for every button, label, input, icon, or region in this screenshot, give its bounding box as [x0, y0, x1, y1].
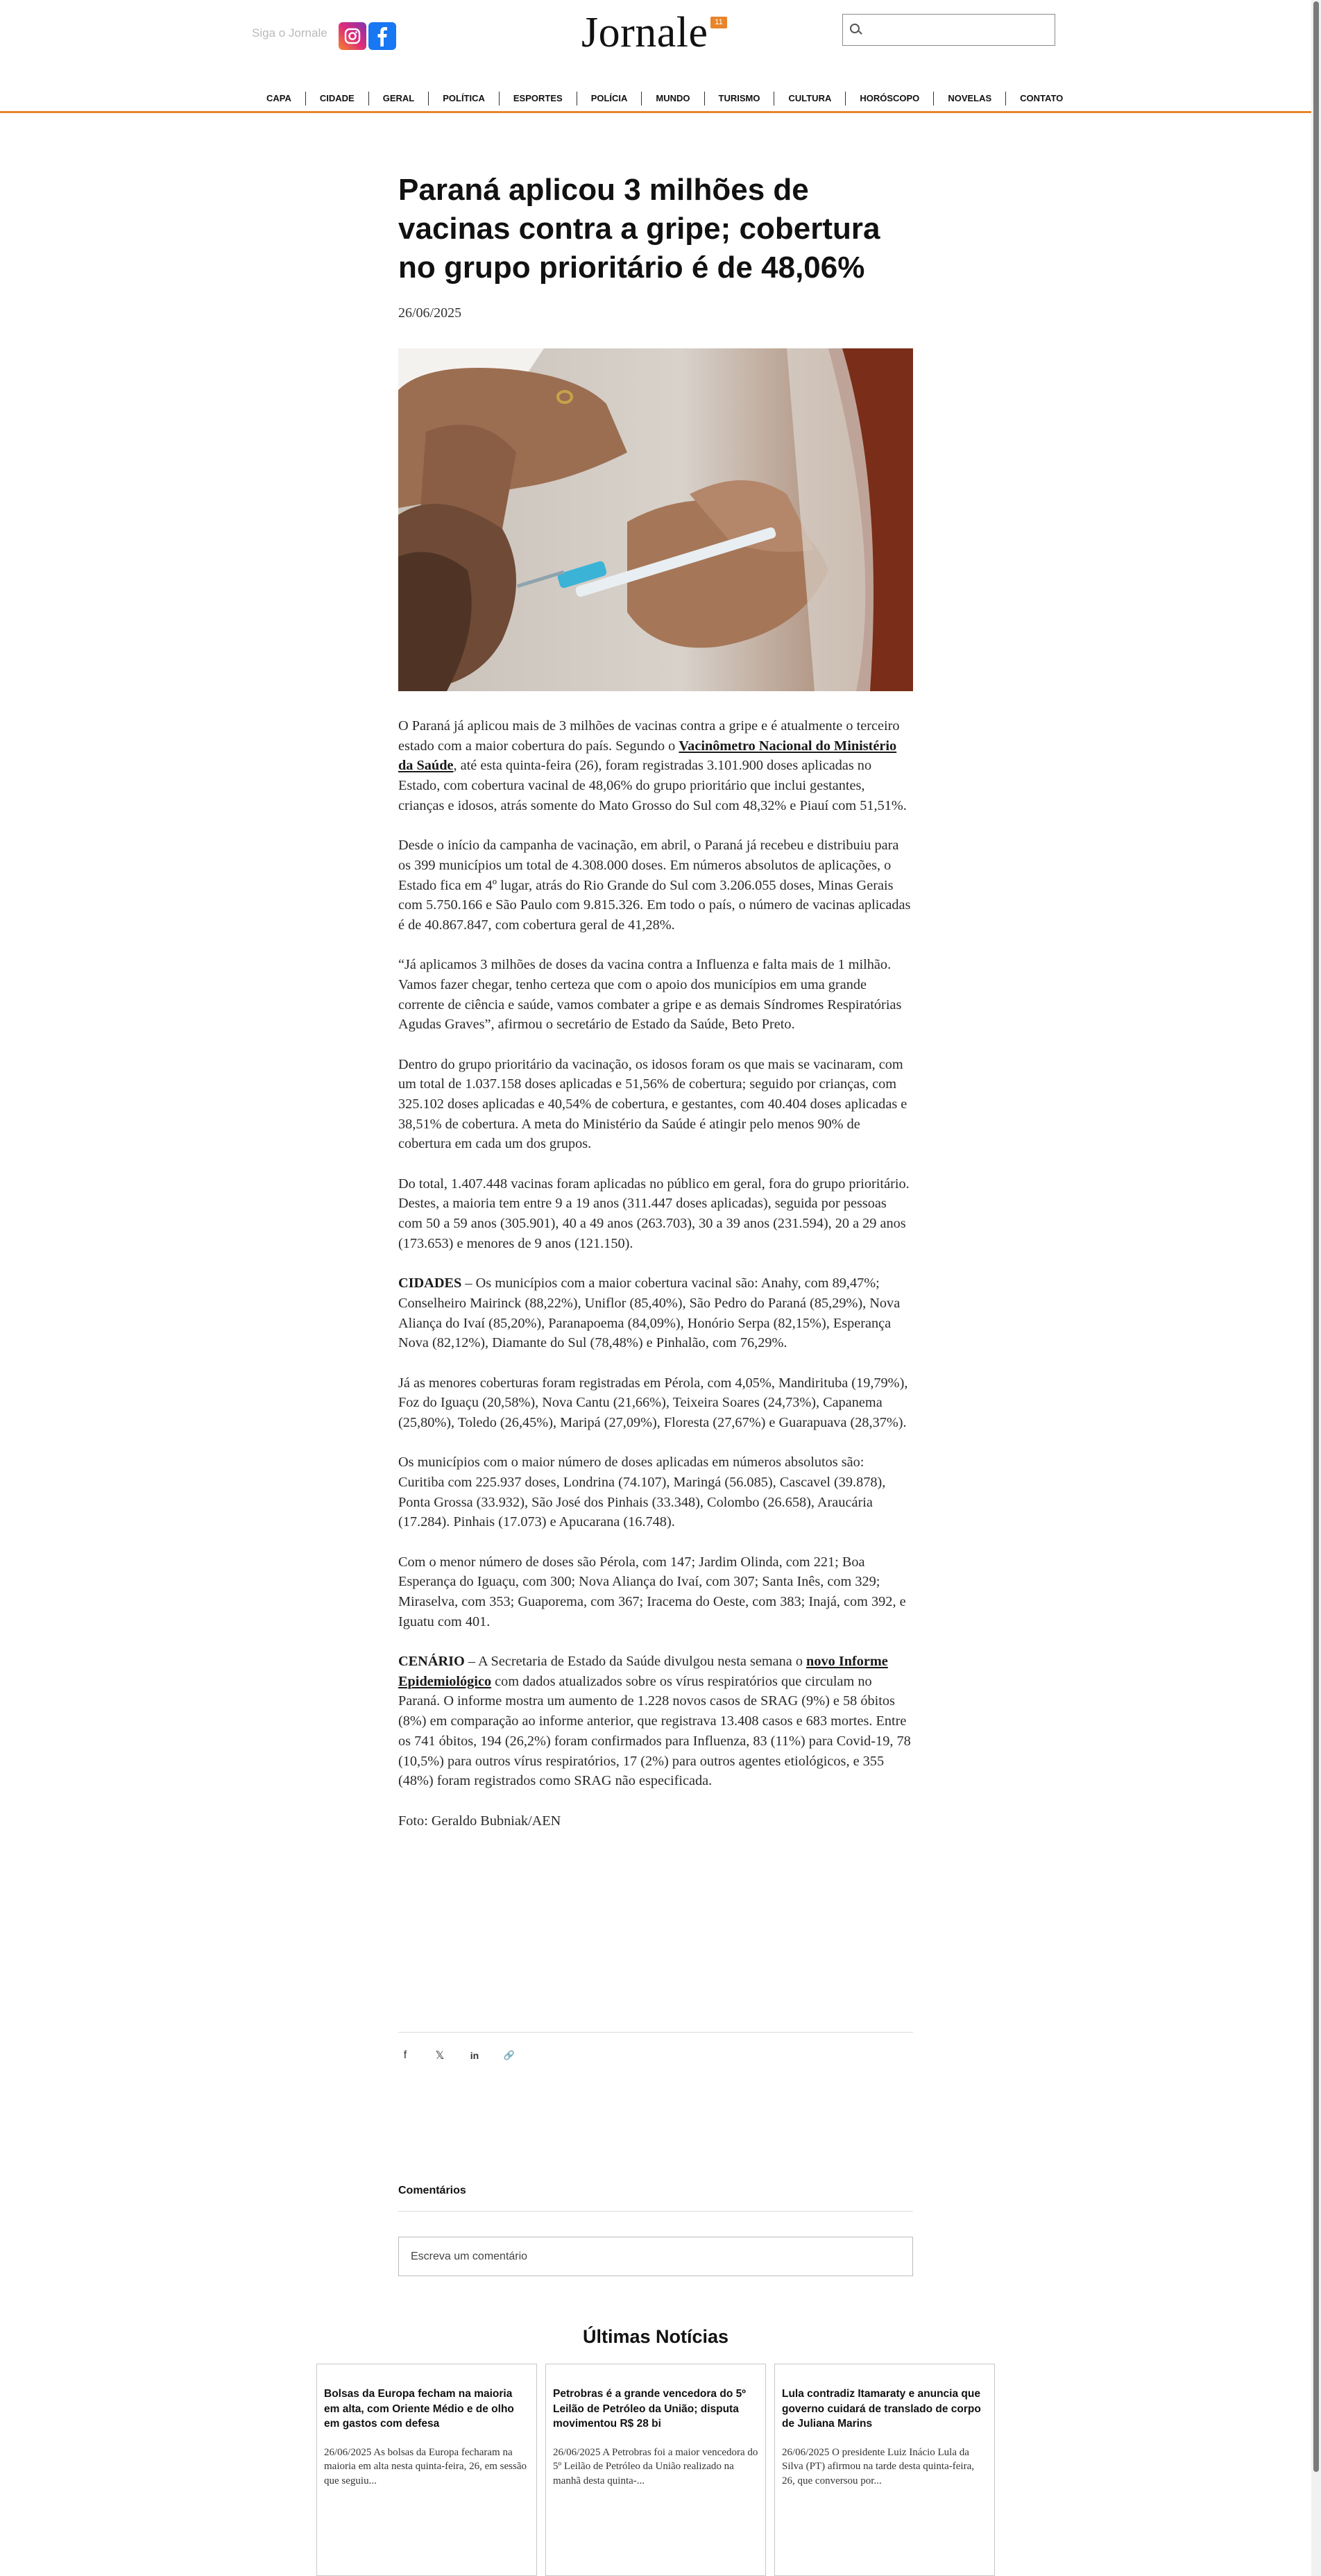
search-icon — [850, 24, 860, 33]
informe-epidemiologico-link[interactable]: novo Informe Epidemiológico — [398, 1654, 888, 1689]
article-date: 26/06/2025 — [398, 305, 462, 321]
facebook-share-icon[interactable]: f — [403, 2049, 407, 2061]
photo-credit: Foto: Geraldo Bubniak/AEN — [398, 1813, 561, 1829]
nav-item-novelas[interactable]: NOVELAS — [933, 92, 1005, 105]
text: O Paraná já aplicou mais de 3 milhões de vacinas contra a gripe e é atualmente o terceiro estado com a maior cobertura do país. Segundo o — [398, 718, 900, 754]
paragraph — [398, 1273, 913, 1353]
comments-title: Comentários — [398, 2185, 466, 2196]
latest-news-title: Últimas Notícias — [582, 2326, 729, 2347]
nav-item-cultura[interactable]: CULTURA — [774, 92, 845, 105]
news-card-excerpt: 26/06/2025 As bolsas da Europa fecharam na maioria em alta nesta quinta-feira, 26, em sessão que seguiu... — [324, 2446, 527, 2486]
paragraph — [398, 716, 913, 816]
section-label-cenario: CENÁRIO — [398, 1654, 465, 1670]
paragraph: Os municípios com o maior número de doses aplicadas em números absolutos são: Curitiba com 225.937 doses, Londrina (74.107), Maringá (56.085), Cascavel (39.878), Ponta Grossa (33.932), São José dos Pinhais (33.348), Colombo (26.658), Araucária (17.284). Pinhais (17.073) e Apucarana (16.748). — [398, 1455, 886, 1530]
divider — [398, 2032, 913, 2033]
paragraph: Desde o início da campanha de vacinação, em abril, o Paraná já recebeu e distribuiu para os 399 municípios um total de 4.308.000 doses. Em números absolutos de aplicações, o Estado fica em 4º lugar, atrás do Rio Grande do Sul com 3.206.055 doses, Minas Gerais com 5.750.166 e São Paulo com 9.815.326. Em todo o país, o número de vacinas aplicadas é de 40.867.847, com cobertura geral de 41,28%. — [398, 838, 911, 933]
news-card[interactable] — [545, 2364, 766, 2576]
logo-text: Jornale — [581, 9, 708, 56]
news-card-title[interactable]: Lula contradiz Itamaraty e anuncia que governo cuidará de translado de corpo de Juliana Marins — [782, 2388, 981, 2430]
comment-input[interactable]: Escreva um comentário — [398, 2237, 913, 2276]
paragraph: Dentro do grupo prioritário da vacinação, os idosos foram os que mais se vacinaram, com um total de 1.037.158 doses aplicadas e 51,56% de cobertura; seguido por crianças, com 325.102 doses aplicadas e 40,54% de cobertura, e gestantes, com 40.404 doses aplicadas e 38,51% de cobertura. A meta do Ministério da Saúde é atingir pelo menos 90% de cobertura em cada um dos grupos. — [398, 1056, 907, 1152]
nav-item-policia[interactable]: POLÍCIA — [577, 92, 642, 105]
news-card[interactable] — [774, 2364, 995, 2576]
text: com dados atualizados sobre os vírus respiratórios que circulam no Paraná. O informe mostra um aumento de 1.228 novos casos de SRAG (9%) e 58 óbitos (8%) em comparação ao informe anterior, que registrava 13.408 casos e 683 mortes. Entre os 741 óbitos, 194 (26,2%) foram confirmados para Influenza, 83 (11%) para Covid-19, 78 (10,5%) para outros vírus respiratórios, 17 (2%) para outros agentes etiológicos, e 355 (48%) foram registrados como SRAG não especificada. — [398, 1673, 911, 1789]
text: – A Secretaria de Estado da Saúde divulgou nesta semana o — [464, 1654, 807, 1670]
x-share-icon[interactable]: 𝕏 — [435, 2050, 445, 2062]
facebook-icon[interactable] — [368, 22, 396, 50]
search-input[interactable] — [842, 14, 1055, 46]
nav-item-geral[interactable]: GERAL — [368, 92, 429, 105]
nav-item-turismo[interactable]: TURISMO — [704, 92, 774, 105]
follow-label: Siga o Jornale — [252, 26, 327, 40]
news-card-title[interactable]: Petrobras é a grande vencedora do 5º Leilão de Petróleo da União; disputa movimentou R$ 28 bi — [553, 2388, 746, 2430]
main-nav — [253, 92, 1077, 105]
nav-item-esportes[interactable]: ESPORTES — [499, 92, 577, 105]
divider — [398, 2211, 913, 2212]
article-title: Paraná aplicou 3 milhões de vacinas contra a gripe; cobertura no grupo prioritário é de 48,06% — [398, 173, 880, 285]
news-card-title[interactable]: Bolsas da Europa fecham na maioria em alta, com Oriente Médio e de olho em gastos com defesa — [324, 2388, 514, 2430]
nav-item-horoscopo[interactable]: HORÓSCOPO — [845, 92, 933, 105]
scrollbar-thumb[interactable] — [1313, 1, 1319, 2472]
paragraph: Do total, 1.407.448 vacinas foram aplicadas no público em geral, fora do grupo prioritário. Destes, a maioria tem entre 9 a 19 anos (311.447 doses aplicadas), seguida por pessoas com 50 a 59 anos (305.901), 40 a 49 anos (263.703), 30 a 39 anos (231.594), 20 a 29 anos (173.653) e menores de 9 anos (121.150). — [398, 1176, 910, 1251]
news-card-excerpt: 26/06/2025 O presidente Luiz Inácio Lula da Silva (PT) afirmou na tarde desta quinta-feira, 26, que conversou por... — [782, 2446, 974, 2486]
site-header — [0, 0, 1311, 113]
nav-item-mundo[interactable]: MUNDO — [641, 92, 704, 105]
paragraph: Já as menores coberturas foram registradas em Pérola, com 4,05%, Mandirituba (19,79%), Foz do Iguaçu (20,58%), Nova Cantu (21,66%), Teixeira Soares (24,73%), Capanema (25,80%), Toledo (26,45%), Maripá (27,09%), Floresta (27,67%) e Guarapuava (28,37%). — [398, 1375, 908, 1430]
share-bar — [398, 2049, 516, 2062]
nav-item-capa[interactable]: CAPA — [266, 93, 291, 103]
section-label-cidades: CIDADES — [398, 1276, 462, 1291]
news-card-excerpt: 26/06/2025 A Petrobras foi a maior vencedora do 5º Leilão de Petróleo da União realizado na manhã desta quinta-... — [553, 2446, 758, 2486]
article-photo[interactable] — [398, 348, 913, 691]
logo-badge: 11 — [710, 17, 727, 28]
nav-item-contato[interactable]: CONTATO — [1005, 92, 1077, 105]
vertical-scrollbar[interactable] — [1311, 0, 1321, 2576]
article — [398, 171, 913, 1829]
paragraph: Com o menor número de doses são Pérola, com 147; Jardim Olinda, com 221; Boa Esperança do Iguaçu, com 300; Nova Aliança do Ivaí, com 307; Santa Inês, com 329; Miraselva, com 353; Guaporema, com 367; Iracema do Oeste, com 383; Inajá, com 392, e Iguatu com 401. — [398, 1554, 906, 1629]
nav-item-cidade[interactable]: CIDADE — [305, 92, 368, 105]
news-card[interactable] — [316, 2364, 537, 2576]
text: – Os municípios com a maior cobertura vacinal são: Anahy, com 89,47%; Conselheiro Mairinck (88,22%), Uniflor (85,40%), São Pedro do Paraná (85,29%), Nova Aliança do Ivaí (85,20%), Paranapoema (84,09%), Honório Serpa (82,15%), Esperança Nova (82,12%), Diamante do Sul (78,48%) e Pinhalão, com 76,29%. — [398, 1276, 901, 1351]
instagram-icon[interactable] — [339, 22, 366, 50]
nav-item-politica[interactable]: POLÍTICA — [428, 92, 499, 105]
paragraph — [398, 1652, 913, 1791]
vacinometro-link[interactable]: Vacinômetro Nacional do Ministério da Saúde — [398, 738, 897, 774]
linkedin-share-icon[interactable]: in — [470, 2050, 479, 2061]
paragraph: “Já aplicamos 3 milhões de doses da vacina contra a Influenza e falta mais de 1 milhão. Vamos fazer chegar, tenho certeza que com o apoio dos municípios em uma grande corrente de ciência e saúde, vamos combater a gripe e as demais Síndromes Respiratórias Agudas Graves”, afirmou o secretário de Estado da Saúde, Beto Preto. — [398, 957, 902, 1033]
link-share-icon[interactable]: 🔗 — [503, 2050, 515, 2060]
article-body — [398, 716, 913, 1851]
site-logo[interactable] — [581, 8, 708, 58]
text: , até esta quinta-feira (26), foram registradas 3.101.900 doses aplicadas no Estado, com cobertura vacinal de 48,06% do grupo prioritário que inclui gestantes, crianças e idosos, atrás somente do Mato Grosso do Sul com 48,32% e Piauí com 51,51%. — [398, 758, 907, 813]
